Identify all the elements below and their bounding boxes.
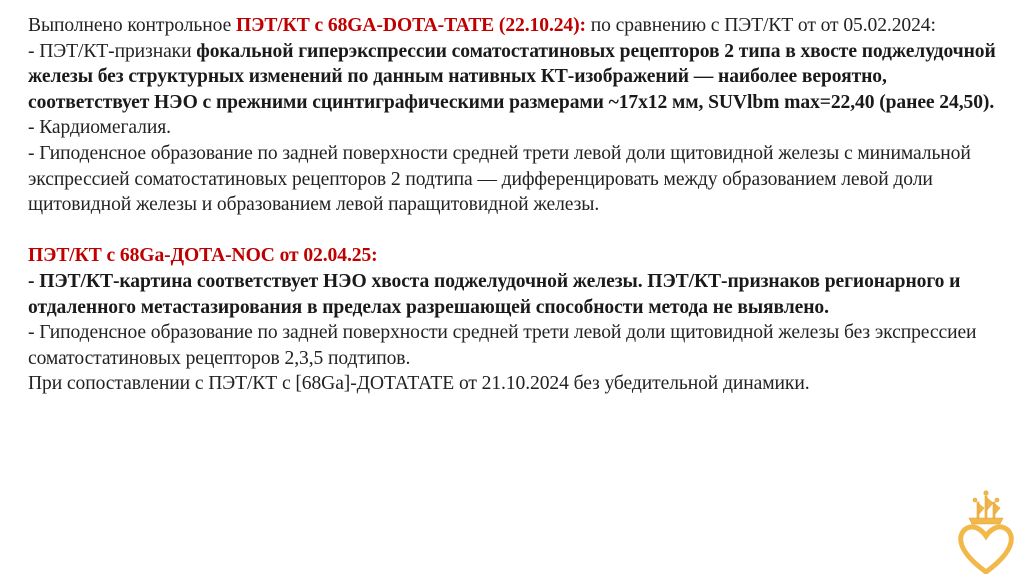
study-title-1: ПЭТ/КТ с 68GA-DOTA-TATE (22.10.24):: [235, 15, 586, 36]
finding-3: - Гиподенсное образование по задней поверхности средней трети левой доли щитовидной железы с минимальной экспрессией соматостатиновых рецепторов 2 подтипа — дифференцировать между образованием левой доли щитовидной железы и образованием левой паращитовидной железы.: [28, 142, 971, 216]
study-title-2: ПЭТ/КТ с 68Ga-ДОТА-NOC от 02.04.25:: [28, 245, 378, 267]
finding-2: - Кардиомегалия.: [28, 117, 171, 139]
finding-1-bold: фокальной гиперэкспрессии соматостатиновых рецепторов 2 типа в хвосте поджелудочной железы без структурных изменений по данным нативных КТ-изображений — наиболее вероятно, соответствует НЭО с прежними сцинтиграфическими размерами ~17x12 мм, SUVlbm max=22,40 (ранее 24,50).: [28, 40, 996, 113]
intro-prefix: Выполнено контрольное: [28, 15, 236, 36]
finding-4-bold: - ПЭТ/КТ-картина соответствует НЭО хвоста поджелудочной железы. ПЭТ/КТ-признаков регионарного и отдаленного метастазирования в пределах разрешающей способности метода не выявлено.: [28, 270, 961, 318]
intro-paragraph: [28, 13, 1004, 39]
conclusion: При сопоставлении с ПЭТ/КТ с [68Ga]-ДОТАТАТЕ от 21.10.2024 без убедительной динамики.: [28, 373, 810, 395]
finding-1: [28, 39, 1004, 116]
intro-suffix: по сравнению с ПЭТ/КТ от от 05.02.2024:: [585, 15, 936, 36]
finding-1-prefix: - ПЭТ/КТ-признаки: [28, 40, 197, 62]
report-text: [28, 13, 1004, 397]
heart-ship-icon: [955, 488, 1017, 574]
spacer: [28, 218, 1004, 244]
finding-5: - Гиподенсное образование по задней поверхности средней трети левой доли щитовидной железы без экспрессиеи соматостатиновых рецепторов 2,3,5 подтипов.: [28, 322, 977, 369]
